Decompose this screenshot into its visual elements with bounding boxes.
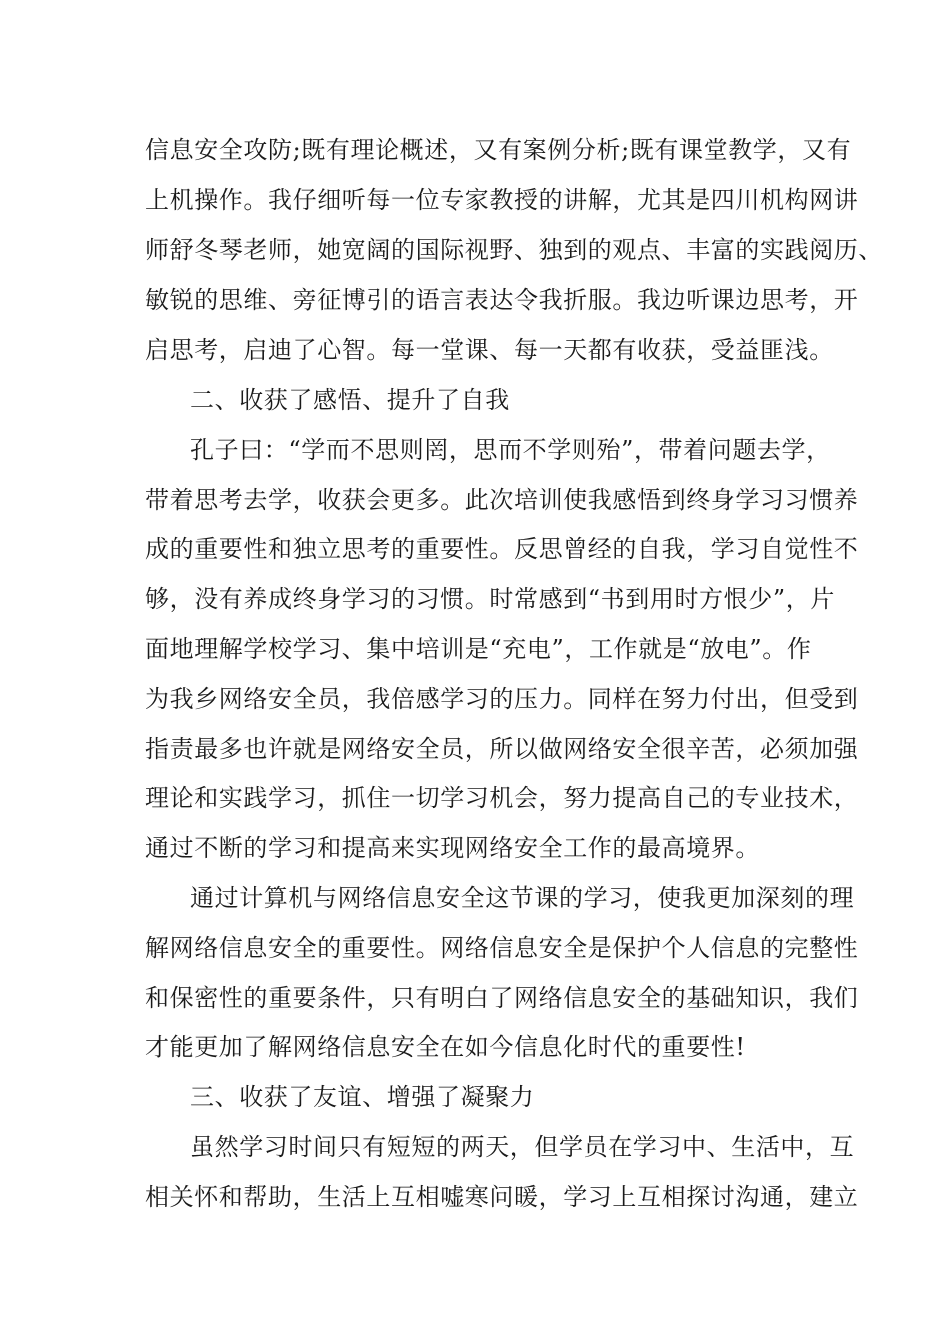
section-heading: 三、收获了友谊、增强了凝聚力 (190, 1083, 535, 1111)
body-line: 才能更加了解网络信息安全在如今信息化时代的重要性! (145, 1033, 746, 1061)
body-line: 面地理解学校学习、集中培训是“充电”，工作就是“放电”。作 (145, 635, 812, 663)
body-line: 成的重要性和独立思考的重要性。反思曾经的自我，学习自觉性不 (145, 535, 859, 563)
body-line: 和保密性的重要条件，只有明白了网络信息安全的基础知识，我们 (145, 984, 859, 1012)
body-line: 师舒冬琴老师，她宽阔的国际视野、独到的观点、丰富的实践阅历、 (145, 236, 883, 264)
section-heading: 二、收获了感悟、提升了自我 (190, 386, 510, 414)
body-line: 为我乡网络安全员，我倍感学习的压力。同样在努力付出，但受到 (145, 685, 859, 713)
body-line: 虽然学习时间只有短短的两天，但学员在学习中、生活中，互 (190, 1133, 855, 1161)
body-line: 孔子曰：“学而不思则罔，思而不学则殆”，带着问题去学， (190, 436, 831, 464)
body-line: 相关怀和帮助，生活上互相嘘寒问暖，学习上互相探讨沟通，建立 (145, 1183, 859, 1211)
body-line: 敏锐的思维、旁征博引的语言表达令我折服。我边听课边思考，开 (145, 286, 859, 314)
body-line: 通过不断的学习和提高来实现网络安全工作的最高境界。 (145, 834, 760, 862)
body-line: 解网络信息安全的重要性。网络信息安全是保护个人信息的完整性 (145, 934, 859, 962)
body-line: 够，没有养成终身学习的习惯。时常感到“书到用时方恨少”，片 (145, 585, 835, 613)
body-line: 指责最多也许就是网络安全员，所以做网络安全很辛苦，必须加强 (145, 735, 859, 763)
body-line: 带着思考去学，收获会更多。此次培训使我感悟到终身学习习惯养 (145, 486, 859, 514)
body-line: 通过计算机与网络信息安全这节课的学习，使我更加深刻的理 (190, 884, 855, 912)
body-line: 启思考，启迪了心智。每一堂课、每一天都有收获，受益匪浅。 (145, 336, 834, 364)
body-line: 信息安全攻防;既有理论概述，又有案例分析;既有课堂教学，又有 (145, 136, 852, 164)
body-line: 上机操作。我仔细听每一位专家教授的讲解，尤其是四川机构网讲 (145, 186, 859, 214)
body-line: 理论和实践学习，抓住一切学习机会，努力提高自己的专业技术， (145, 784, 859, 812)
